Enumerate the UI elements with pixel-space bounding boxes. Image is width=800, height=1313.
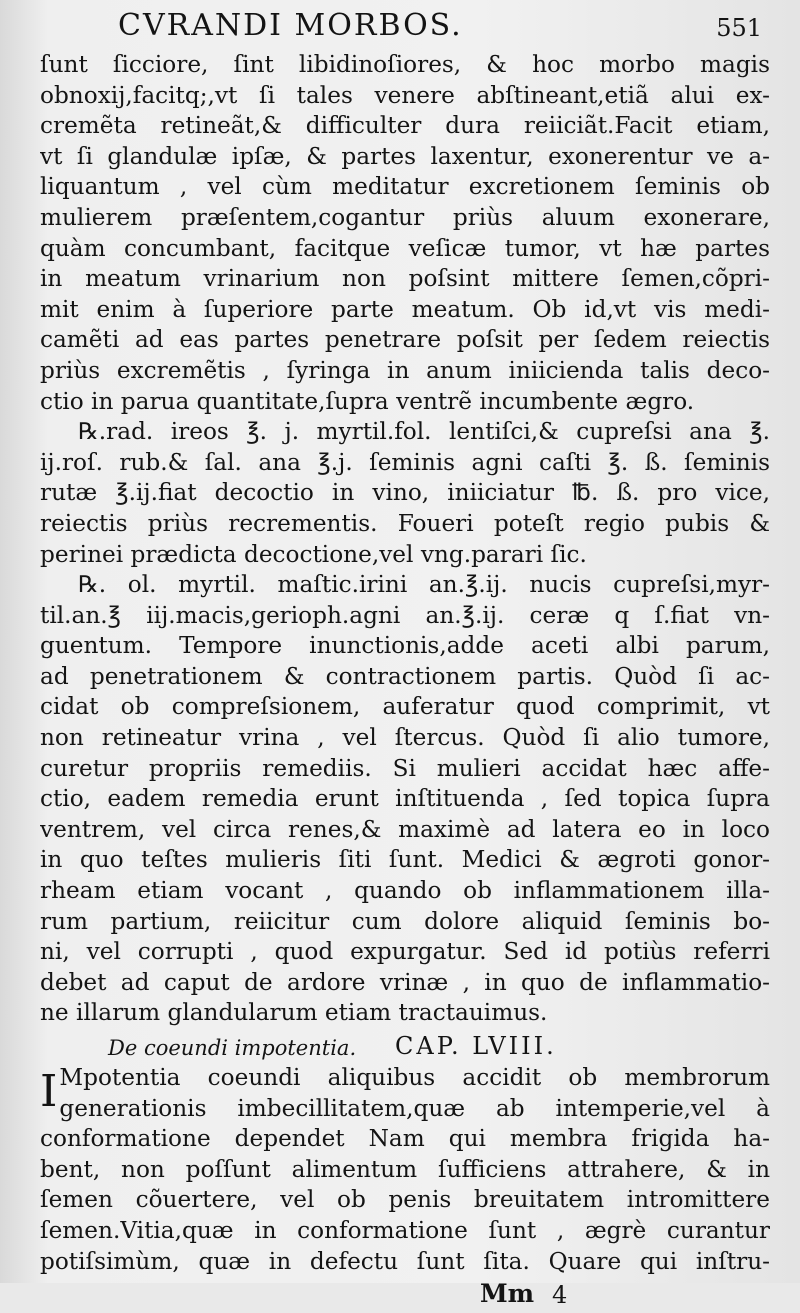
text-line: cremẽta retineãt,& difficulter dura reiiciãt.Facit etiam, [40,112,770,140]
text-line: bent, non poſſunt alimentum ſufficiens attrahere, & in [40,1155,770,1183]
recipe-line: ctio, eadem remedia erunt inſtituenda , ſed topica ſupra [40,785,770,813]
body-text [40,50,770,1277]
initial-letter: I [40,1066,58,1117]
text-line: conformatione dependet Nam qui membra frigida ha- [40,1125,770,1153]
chapter-heading [40,1029,770,1063]
recipe-line: cidat ob compreſsionem, auferatur quod comprimit, vt [40,693,770,721]
recipe-line: til.an.℥ iij.macis,gerioph.agni an.℥.ij. ceræ q ſ.fiat vn- [40,601,770,629]
text-line: ſunt ſicciore, ſint libidinoſiores, & hoc morbo magis [40,51,770,78]
text-line: ſemen.Vitia,quæ in conformatione ſunt , ægrè curantur [40,1216,770,1244]
signature-number: 4 [552,1281,568,1310]
recipe-line: perinei prædicta decoctione,vel vng.parari ſic. [40,540,587,568]
text-line: mulierem præſentem,cogantur priùs aluum exonerare, [40,203,770,231]
text-line: generationis imbecillitatem,quæ ab intemperie,vel à [59,1094,770,1122]
chapter-number: CAP. LVIII. [395,1032,557,1060]
recipe-line: rutæ ℥.ij.fiat decoctio in vino, iniiciatur ℔. ß. pro vice, [40,479,770,507]
text-line: Mpotentia coeundi aliquibus accidit ob membrorum [59,1064,770,1091]
chapter-title: De coeundi impotentia. [108,1036,357,1060]
recipe-line: guentum. Tempore inunctionis,adde aceti albi parum, [40,632,770,660]
recipe-line: in quo teſtes mulieris ſiti ſunt. Medici & ægroti gonor- [40,846,770,874]
recipe-line: reiectis priùs recrementis. Foueri poteſt regio pubis & [40,509,770,537]
text-line: priùs excremẽtis , ſyringa in anum iniicienda talis deco- [40,356,770,384]
recipe-line: curetur propriis remediis. Si mulieri accidat hæc affe- [40,754,770,782]
text-line: vt ſi glandulæ ipſæ, & partes laxentur, exonerentur ve a- [40,142,770,170]
text-line: ſemen cõuertere, vel ob penis breuitatem intromittere [40,1186,770,1214]
recipe-line: debet ad caput de ardore vrinæ , in quo de inflammatio- [40,968,770,996]
recipe-line: ventrem, vel circa renes,& maximè ad latera eo in loco [40,815,770,843]
signature-mark: Mm [480,1279,535,1309]
recipe-line: ad penetrationem & contractionem partis. Quòd ſi ac- [40,662,770,690]
recipe-line: non retineatur vrina , vel ſtercus. Quòd ſi alio tumore, [40,724,770,752]
page-number: 551 [716,14,762,42]
page-header [40,6,770,50]
text-line: liquantum , vel cùm meditatur excretionem ſeminis ob [40,173,770,201]
text-line: potiſsimùm, quæ in defectu ſunt ſita. Quare qui inſtru- [40,1247,770,1275]
recipe-line: ne illarum glandularum etiam tractauimus. [40,999,548,1027]
recipe-line: rum partium, reiicitur cum dolore aliquid ſeminis bo- [40,907,770,935]
running-head: CVRANDI MORBOS. [118,8,463,43]
recipe-line: ℞. ol. myrtil. maſtic.irini an.℥.ij. nucis cupreſsi,myr- [78,571,770,599]
dropcap-block [40,1063,770,1124]
recipe-line: ni, vel corrupti , quod expurgatur. Sed id potiùs referri [40,938,770,966]
text-line: in meatum vrinarium non poſsint mittere ſemen,cõpri- [40,265,770,293]
text-line: obnoxij,facitq;,vt ſi tales venere abſtineant,etiã alui ex- [40,81,770,109]
text-line: mit enim à ſuperiore parte meatum. Ob id,vt vis medi- [40,295,770,323]
recipe-line: ℞.rad. ireos ℥. j. myrtil.fol. lentiſci,& cupreſsi ana ℥. [78,418,770,446]
text-line: camẽti ad eas partes penetrare poſsit per ſedem reiectis [40,326,770,354]
recipe-line: rheam etiam vocant , quando ob inflammationem illa- [40,877,770,905]
text-line: ctio in parua quantitate,ſupra ventrẽ incumbente ægro. [40,387,695,415]
text-line: quàm concumbant, facitque veſicæ tumor, vt hæ partes [40,234,770,262]
recipe-line: ij.roſ. rub.& ſal. ana ℥.j. ſeminis agni caſti ℥. ß. ſeminis [40,448,770,476]
